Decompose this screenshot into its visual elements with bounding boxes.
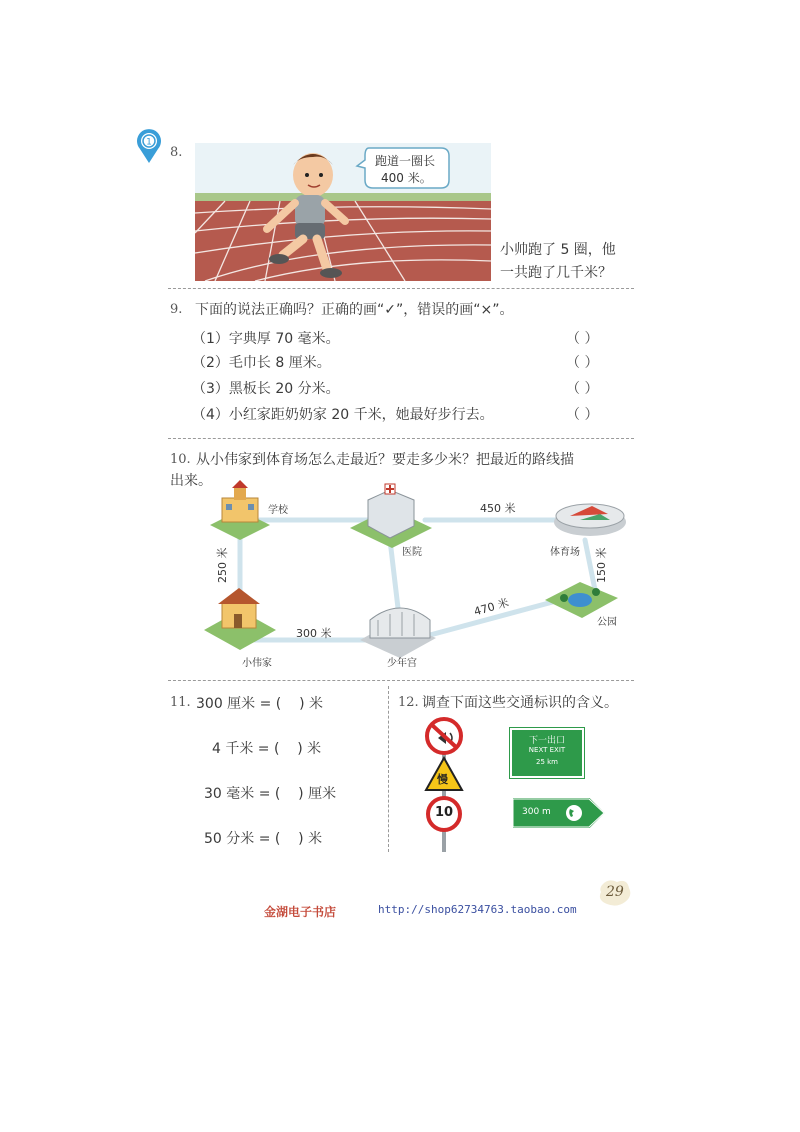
slow-sign-text: 慢 — [437, 773, 448, 786]
question-number-8: 8. — [170, 145, 183, 160]
store-url[interactable]: http://shop62734763.taobao.com — [378, 903, 577, 916]
exit-sign-en: NEXT EXIT — [528, 746, 566, 754]
q9-prompt: 下面的说法正确吗？正确的画“✓”，错误的画“×”。 — [195, 302, 514, 318]
q9-answer-blank-1[interactable]: （ ） — [566, 331, 599, 347]
question-number-9: 9. — [170, 302, 183, 317]
distance-school-home: 250 米 — [216, 547, 229, 583]
distance-stadium-park: 150 米 — [595, 547, 608, 583]
store-name: 金湖电子书店 — [264, 905, 337, 919]
q9-item-4: （4）小红家距奶奶家 20 千米，她最好步行去。 — [192, 407, 494, 423]
conversion-row-4: 50 分米 = ( ) 米 — [204, 831, 323, 847]
conversion-row-3: 30 毫米 = ( ) 厘米 — [204, 786, 337, 802]
q9-answer-blank-2[interactable]: （ ） — [566, 355, 599, 371]
q9-answer-blank-3[interactable]: （ ） — [566, 381, 599, 397]
q10-prompt-line1: 从小伟家到体育场怎么走最近？要走多少米？把最近的路线描 — [196, 452, 574, 468]
q12-prompt: 调查下面这些交通标识的含义。 — [422, 695, 618, 711]
q9-answer-blank-4[interactable]: （ ） — [566, 407, 599, 423]
page-number: 29 — [606, 884, 624, 900]
q10-prompt-line2: 出来。 — [170, 473, 212, 489]
distance-home-palace: 300 米 — [296, 627, 332, 640]
q8-question-line1: 小帅跑了 5 圈，他 — [500, 242, 616, 258]
exit-sign-distance: 25 km — [535, 758, 558, 766]
page-number-badge — [597, 878, 633, 908]
question-number-11: 11. — [170, 695, 191, 710]
conversion-row-2: 4 千米 = ( ) 米 — [212, 741, 322, 757]
label-hospital: 医院 — [402, 547, 422, 558]
conversion-row-1: 300 厘米 = ( ) 米 — [196, 696, 323, 712]
label-home: 小伟家 — [242, 658, 272, 669]
speed-limit-text: 10 — [435, 805, 454, 820]
stopwatch-icon — [134, 125, 164, 165]
bubble-text-line1: 跑道一圈长 — [375, 154, 436, 168]
distance-hospital-stadium: 450 米 — [480, 502, 516, 515]
q8-question-line2: 一共跑了几千米？ — [500, 265, 612, 281]
distance-palace-park: 470 米 — [472, 596, 511, 619]
exit-sign-cn: 下一出口 — [528, 736, 565, 746]
youth-palace-building — [360, 608, 436, 658]
divider — [168, 438, 634, 439]
label-school: 学校 — [268, 505, 288, 516]
phone-direction-sign — [510, 795, 608, 831]
bubble-text-line2: 400 米。 — [381, 171, 432, 185]
hospital-building — [350, 484, 432, 548]
divider — [168, 680, 634, 681]
q9-item-1: （1）字典厚 70 毫米。 — [192, 331, 340, 347]
q9-item-3: （3）黑板长 20 分米。 — [192, 381, 340, 397]
svg-text:1: 1 — [146, 137, 152, 148]
label-park: 公园 — [597, 617, 617, 628]
route-map — [200, 480, 640, 670]
label-stadium: 体育场 — [550, 547, 580, 558]
question-number-10: 10. — [170, 452, 191, 467]
stadium-building — [554, 504, 626, 536]
q9-item-2: （2）毛巾长 8 厘米。 — [192, 355, 331, 371]
speech-bubble — [355, 146, 451, 190]
next-exit-sign — [510, 728, 584, 778]
column-divider — [388, 686, 389, 852]
divider — [168, 288, 634, 289]
label-palace: 少年宫 — [387, 658, 417, 669]
question-number-12: 12. — [398, 695, 419, 710]
phone-sign-distance: 300 m — [522, 807, 551, 817]
school-building — [210, 480, 270, 540]
